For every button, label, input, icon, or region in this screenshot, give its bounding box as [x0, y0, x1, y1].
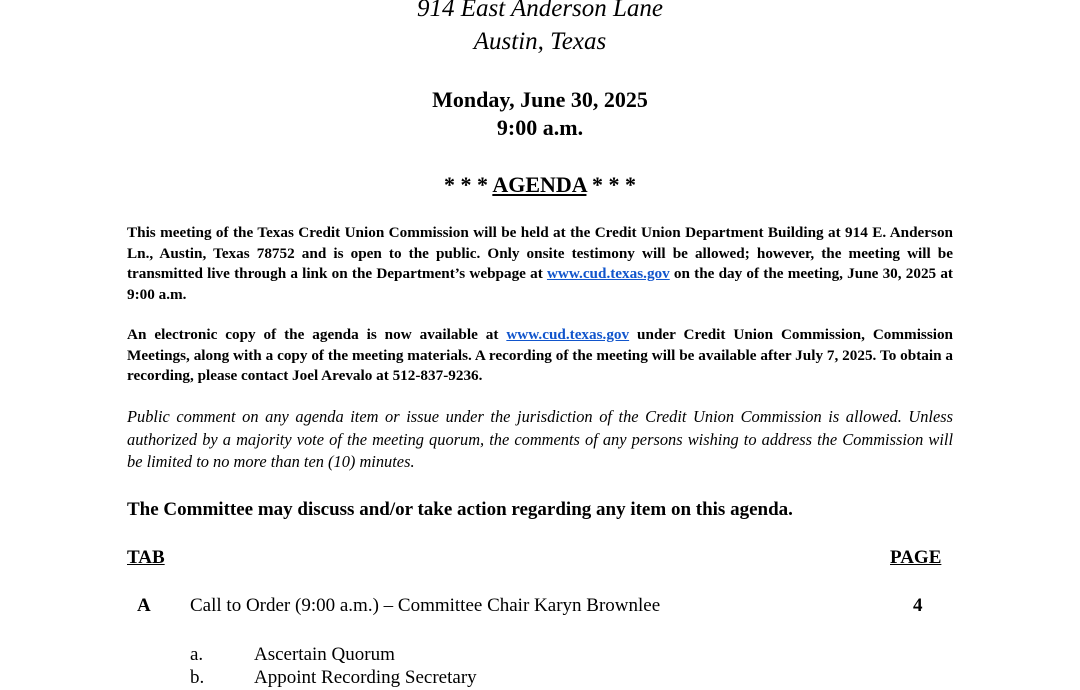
agenda-item-tab: A	[137, 595, 151, 616]
agenda-availability-text: An electronic copy of the agenda is now available at	[127, 326, 507, 343]
address-street: 914 East Anderson Lane	[416, 0, 664, 22]
agenda-item-title: Call to Order (9:00 a.m.) – Committee Chair Karyn Brownlee	[190, 595, 661, 616]
agenda-title: AGENDA	[492, 172, 587, 197]
meeting-broadcast-text: on the day of the meeting, June 30, 2025 at 9:00 a.m.	[127, 265, 953, 303]
page-column-header: PAGE	[890, 547, 942, 568]
agenda-stars-right: * * *	[586, 172, 636, 197]
agenda-website-link[interactable]: www.cud.texas.gov	[506, 326, 630, 343]
meeting-date: Monday, June 30, 2025	[432, 87, 648, 112]
committee-statement: The Committee may discuss and/or take action regarding any item on this agenda.	[127, 499, 793, 520]
subitem-text: Ascertain Quorum	[254, 644, 395, 665]
tab-column-header: TAB	[127, 547, 165, 568]
agenda-heading	[0, 172, 1080, 198]
agenda-availability-paragraph	[127, 325, 953, 387]
subitem-marker: b.	[190, 667, 205, 688]
meeting-location-paragraph	[127, 223, 953, 305]
subitem-marker: a.	[190, 644, 204, 665]
meeting-location-text: This meeting of the Texas Credit Union Commission will be held at the Credit Union Department Building at 914 E. Anderson Ln., Austin, Texas 78752 and is open to the public. Only onsite testimony will be allowed; however, the meeting will be transmitted live through a link on the Department’s webpage at	[127, 224, 953, 282]
subitem-text: Appoint Recording Secretary	[254, 667, 477, 688]
public-comment-paragraph: Public comment on any agenda item or issue under the jurisdiction of the Credit Union Commission is allowed. Unless authorized by a majority vote of the meeting quorum, the comments of any persons wishing to address the Commission will be limited to no more than ten (10) minutes.	[127, 407, 953, 471]
agenda-item-page: 4	[913, 595, 923, 616]
address-city: Austin, Texas	[473, 28, 607, 55]
agenda-stars-left: * * *	[444, 172, 493, 197]
recording-info-text: under Credit Union Commission, Commission Meetings, along with a copy of the meeting materials. A recording of the meeting will be available after July 7, 2025. To obtain a recording, please contact Joel Arevalo at 512-837-9236.	[127, 326, 953, 384]
department-website-link[interactable]: www.cud.texas.gov	[546, 265, 670, 282]
meeting-time: 9:00 a.m.	[496, 115, 584, 140]
